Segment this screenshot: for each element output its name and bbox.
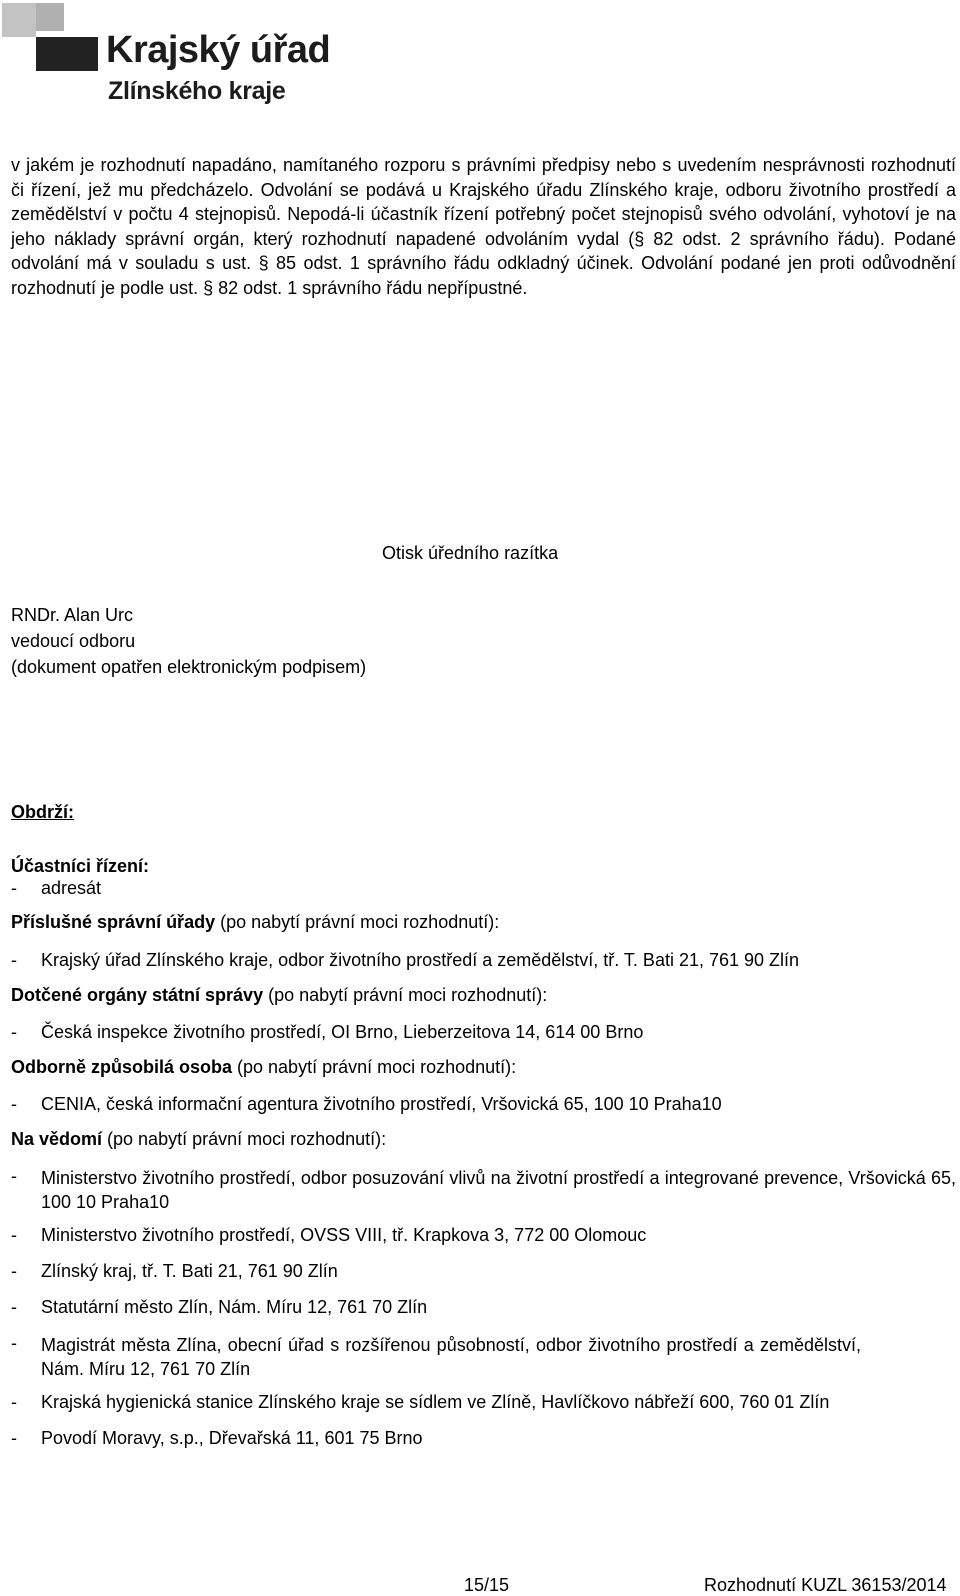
list-dash: - xyxy=(11,1428,17,1448)
recipients-heading: Obdrží: xyxy=(11,802,74,822)
info-note: (po nabytí právní moci rozhodnutí): xyxy=(102,1129,387,1149)
signatory-name: RNDr. Alan Urc xyxy=(11,605,134,625)
state-heading: Dotčené orgány státní správy xyxy=(11,985,264,1005)
list-dash: - xyxy=(11,950,17,970)
list-item: Krajská hygienická stanice Zlínského kraje se sídlem ve Zlíně, Havlíčkovo nábřeží 600, 760 01 Zlín xyxy=(41,1392,830,1412)
authorities-section-title xyxy=(11,912,499,933)
list-item: adresát xyxy=(41,878,102,898)
list-item: Ministerstvo životního prostředí, OVSS VIII, tř. Krapkova 3, 772 00 Olomouc xyxy=(41,1225,647,1245)
list-dash: - xyxy=(11,1333,17,1353)
logo-square-icon xyxy=(36,3,64,31)
logo-subtitle: Zlínského kraje xyxy=(108,77,286,105)
list-item: Krajský úřad Zlínského kraje, odbor životního prostředí a zemědělství, tř. T. Bati 21, 761 90 Zlín xyxy=(41,950,800,970)
state-section-title xyxy=(11,985,547,1006)
expert-note: (po nabytí právní moci rozhodnutí): xyxy=(232,1057,517,1077)
info-heading: Na vědomí xyxy=(11,1129,103,1149)
list-item: Zlínský kraj, tř. T. Bati 21, 761 90 Zlín xyxy=(41,1261,338,1281)
info-section-title xyxy=(11,1129,386,1150)
list-item: CENIA, česká informační agentura životního prostředí, Vršovická 65, 100 10 Praha10 xyxy=(41,1094,722,1114)
list-item: Magistrát města Zlína, obecní úřad s rozšířenou působností, odbor životního prostředí a zemědělství, Nám. Míru 12, 761 70 Zlín xyxy=(41,1335,861,1379)
list-dash: - xyxy=(11,1225,17,1245)
logo-title: Krajský úřad xyxy=(106,29,331,71)
list-dash: - xyxy=(11,1022,17,1042)
signature-note: (dokument opatřen elektronickým podpisem) xyxy=(11,657,367,677)
appeal-instructions-paragraph: v jakém je rozhodnutí napadáno, namítaného rozporu s právními předpisy nebo s uvedením nesprávnosti rozhodnutí či řízení, jež mu předcházelo. Odvolání se podává u Krajského úřadu Zlínského kraje, odboru životního prostředí a zemědělství v počtu 4 stejnopisů. Nepodá-li účastník řízení potřebný počet stejnopisů svého odvolání, vyhotoví je na jeho náklady správní orgán, který rozhodnutí napadené odvoláním vydal (§ 82 odst. 2 správního řádu). Podané odvolání má v souladu s ust. § 85 odst. 1 správního řádu odkladný účinek. Odvolání podané jen proti odůvodnění rozhodnutí je podle ust. § 82 odst. 1 správního řádu nepřípustné. xyxy=(11,155,956,298)
state-note: (po nabytí právní moci rozhodnutí): xyxy=(263,985,548,1005)
list-dash: - xyxy=(11,1297,17,1317)
expert-section-title xyxy=(11,1057,516,1078)
list-dash: - xyxy=(11,1094,17,1114)
stamp-placeholder: Otisk úředního razítka xyxy=(382,543,559,563)
list-item: Ministerstvo životního prostředí, odbor posuzování vlivů na životní prostředí a integrované prevence, Vršovická 65, 100 10 Praha10 xyxy=(41,1168,956,1212)
logo-bar-icon xyxy=(36,37,98,71)
authorities-heading: Příslušné správní úřady xyxy=(11,912,216,932)
expert-heading: Odborně způsobilá osoba xyxy=(11,1057,233,1077)
document-reference: Rozhodnutí KUZL 36153/2014 xyxy=(704,1575,947,1595)
signatory-role: vedoucí odboru xyxy=(11,631,136,651)
office-logo xyxy=(2,3,331,113)
list-item: Povodí Moravy, s.p., Dřevařská 11, 601 75 Brno xyxy=(41,1428,423,1448)
list-item: Statutární město Zlín, Nám. Míru 12, 761 70 Zlín xyxy=(41,1297,428,1317)
participants-heading: Účastníci řízení: xyxy=(11,856,150,876)
list-dash: - xyxy=(11,1392,17,1412)
list-dash: - xyxy=(11,1261,17,1281)
list-dash: - xyxy=(11,878,17,898)
authorities-note: (po nabytí právní moci rozhodnutí): xyxy=(215,912,500,932)
list-item: Česká inspekce životního prostředí, OI Brno, Lieberzeitova 14, 614 00 Brno xyxy=(41,1022,644,1042)
signature-block xyxy=(11,602,366,680)
list-dash: - xyxy=(11,1166,17,1186)
page-number: 15/15 xyxy=(464,1575,510,1595)
logo-square-icon xyxy=(2,3,36,37)
